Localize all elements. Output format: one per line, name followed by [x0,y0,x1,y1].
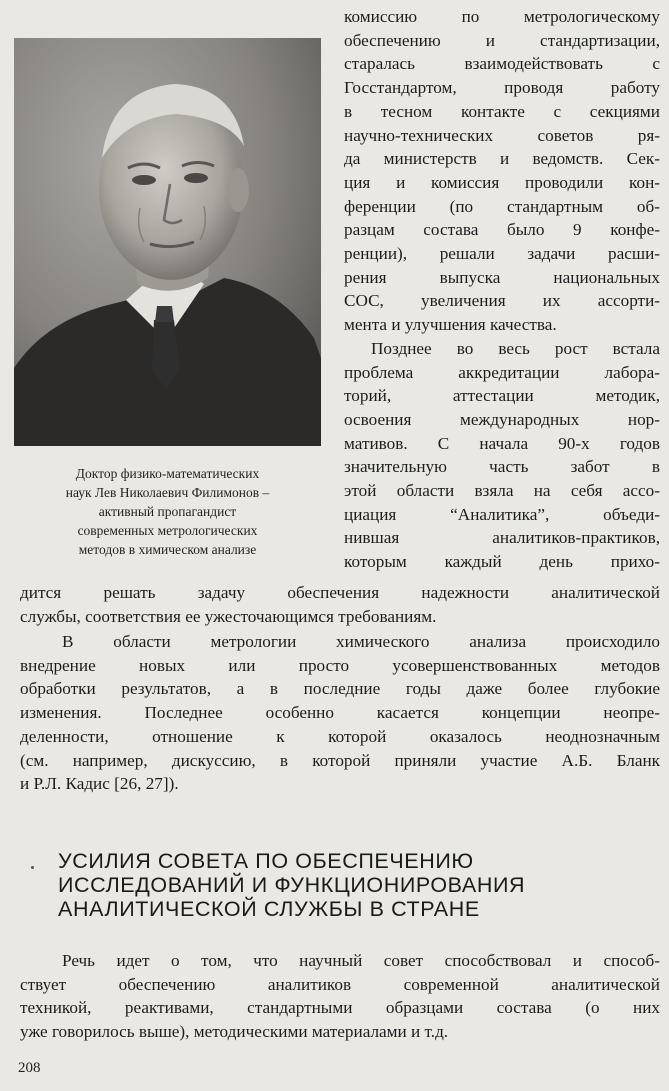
text-line: Позднее во весь рост встала [371,338,660,358]
text-line: и Р.Л. Кадис [26, 27]). [20,774,179,794]
text-line: нившая аналитиков-практиков, [344,528,660,548]
text-line: В области метрологии химического анализа происходило [62,632,660,651]
paragraph-council [20,949,660,1044]
text-line: старалась взаимодействовать с [344,54,660,74]
text-line: ция и комиссия проводили кон- [344,172,660,192]
caption-line: методов в химическом анализе [78,542,257,557]
text-line: дится решать задачу обеспечения надежности аналитической [20,583,660,602]
caption-line: Доктор физико-математических [75,466,260,481]
text-line: (см. например, дискуссию, в которой приняли участие А.Б. Бланк [20,750,660,770]
text-line: комиссию по метрологическому [344,7,660,26]
photo-caption [14,464,321,559]
text-line: ствует обеспечению аналитиков современной аналитической [20,974,660,994]
caption-line: активный пропагандист [98,504,237,519]
heading-line: АНАЛИТИЧЕСКОЙ СЛУЖБЫ В СТРАНЕ [58,897,480,921]
text-line: да министерств и ведомств. Сек- [344,149,660,169]
text-line: разцам состава было 9 конфе- [344,220,660,240]
text-line: изменения. Последнее особенно касается концепции неопре- [20,703,660,723]
text-line: рения выпуска национальных [344,267,660,287]
text-line: техникой, реактивами, стандартными образцами состава (о них [20,998,660,1018]
paragraph-metrology [20,630,660,796]
heading-line: УСИЛИЯ СОВЕТА ПО ОБЕСПЕЧЕНИЮ [58,849,474,873]
text-line: торий, аттестации методик, [344,386,660,406]
caption-line: наук Лев Николаевич Филимонов – [65,485,270,500]
text-line: ференции (по стандартным об- [344,196,660,216]
text-line: деленности, отношение к которой оказалось неоднозначным [20,726,660,746]
text-line: в тесном контакте с секциями [344,101,660,121]
text-line: этой области взяла на себя ассо- [344,481,660,501]
text-line: обработки результатов, а в последние годы даже более глубокие [20,679,660,699]
paragraph-continuation [20,581,660,628]
right-column-text [344,5,660,574]
text-line: которым каждый день прихо- [344,552,660,572]
portrait-photo [14,38,321,446]
text-line: Госстандартом, проводя работу [344,78,660,98]
text-line: службы, соответствия ее ужесточающимся требованиям. [20,606,437,626]
text-line: ренции), решали задачи расши- [344,244,660,264]
text-line: СОС, увеличения их ассорти- [344,291,660,311]
text-line: обеспечению и стандартизации, [344,30,660,50]
text-line: уже говорилось выше), методическими материалами и т.д. [20,1022,449,1042]
text-line: значительную часть забот в [344,457,660,477]
text-line: внедрение новых или просто усовершенствованных методов [20,655,660,675]
page-number: 208 [18,1060,41,1076]
text-line: мента и улучшения качества. [344,315,557,335]
portrait-icon [14,38,321,446]
heading-line: ИССЛЕДОВАНИЙ И ФУНКЦИОНИРОВАНИЯ [58,873,526,897]
text-line: мативов. С начала 90-х годов [344,433,660,453]
text-line: научно-технических советов ря- [344,125,660,145]
text-line: освоения международных нор- [344,409,660,429]
text-line: циация “Аналитика”, объеди- [344,504,660,524]
text-line: проблема аккредитации лабора- [344,362,660,382]
print-speck [31,866,34,869]
section-heading [58,849,658,921]
text-line: Речь идет о том, что научный совет способствовал и способ- [62,951,660,970]
caption-line: современных метрологических [77,523,258,538]
